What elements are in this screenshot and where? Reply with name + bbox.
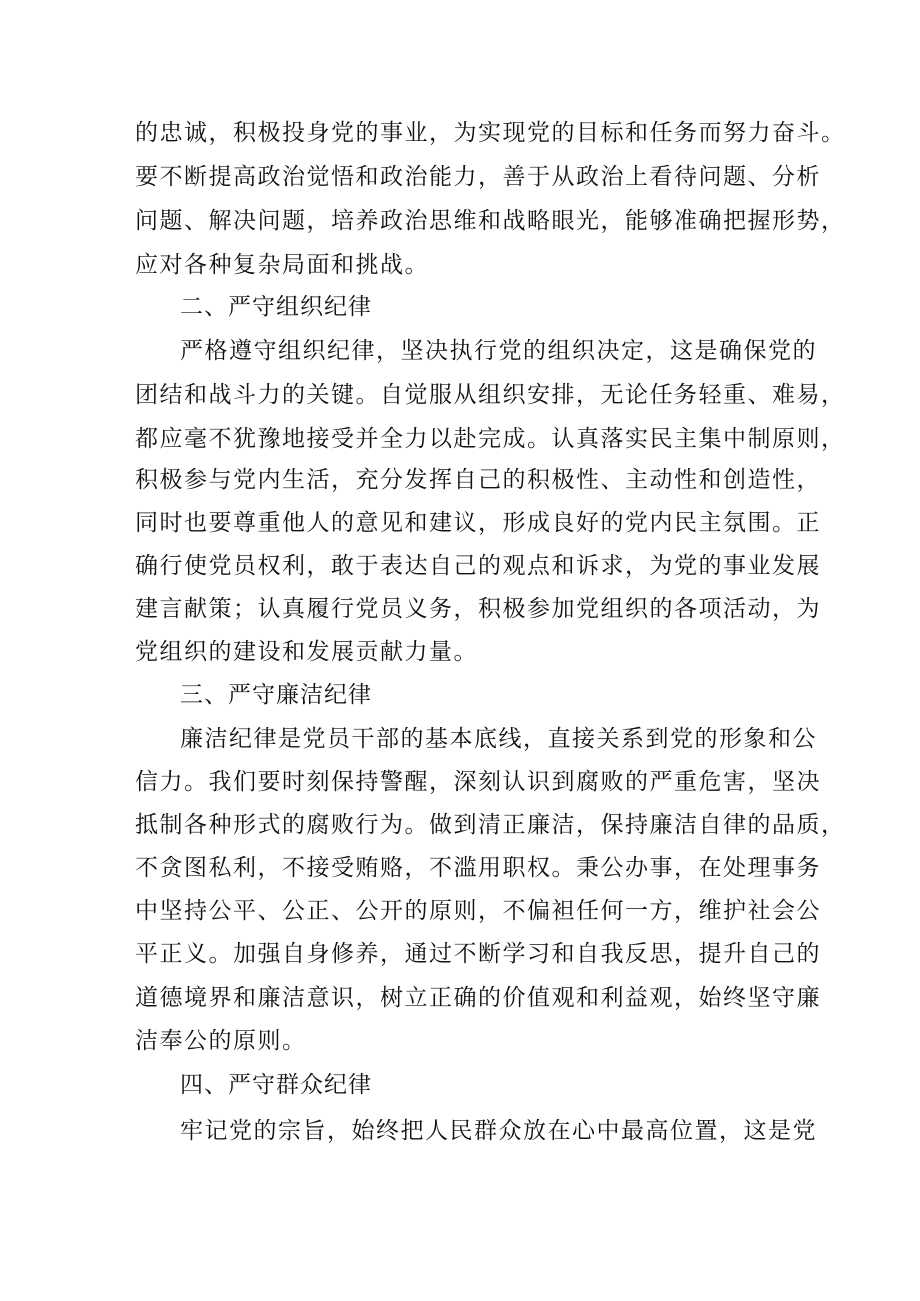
- body-text-line: 不贪图私利，不接受贿赂，不滥用职权。秉公办事，在处理事务: [135, 855, 821, 881]
- body-text-line: 党组织的建设和发展贡献力量。: [135, 639, 478, 665]
- body-text-line: 抵制各种形式的腐败行为。做到清正廉洁，保持廉洁自律的品质，: [135, 812, 846, 838]
- section-heading: 三、严守廉洁纪律: [180, 682, 372, 708]
- body-text-line: 应对各种复杂局面和挑战。: [135, 252, 429, 278]
- body-text-line: 都应毫不犹豫地接受并全力以赴完成。认真落实民主集中制原则，: [135, 426, 846, 452]
- body-text-line: 平正义。加强自身修养，通过不断学习和自我反思，提升自己的: [135, 941, 821, 967]
- body-text-line: 信力。我们要时刻保持警醒，深刻认识到腐败的严重危害，坚决: [135, 769, 821, 795]
- body-text-line: 牢记党的宗旨，始终把人民群众放在心中最高位置，这是党: [180, 1118, 817, 1144]
- body-text-line: 同时也要尊重他人的意见和建议，形成良好的党内民主氛围。正: [135, 510, 821, 536]
- body-text-line: 道德境界和廉洁意识，树立正确的价值观和利益观，始终坚守廉: [135, 985, 821, 1011]
- body-text-line: 建言献策；认真履行党员义务，积极参加党组织的各项活动，为: [135, 596, 821, 622]
- body-text-line: 严格遵守组织纪律，坚决执行党的组织决定，这是确保党的: [180, 338, 817, 364]
- body-text-line: 洁奉公的原则。: [135, 1028, 307, 1054]
- body-text-line: 团结和战斗力的关键。自觉服从组织安排，无论任务轻重、难易，: [135, 382, 846, 408]
- body-text-line: 廉洁纪律是党员干部的基本底线，直接关系到党的形象和公: [180, 726, 817, 752]
- section-heading: 四、严守群众纪律: [180, 1072, 372, 1098]
- section-heading: 二、严守组织纪律: [180, 294, 372, 320]
- body-text-line: 积极参与党内生活，充分发挥自己的积极性、主动性和创造性，: [135, 467, 821, 493]
- body-text-line: 问题、解决问题，培养政治思维和战略眼光，能够准确把握形势，: [135, 208, 846, 234]
- body-text-line: 要不断提高政治觉悟和政治能力，善于从政治上看待问题、分析: [135, 164, 821, 190]
- body-text-line: 中坚持公平、公正、公开的原则，不偏袒任何一方，维护社会公: [135, 898, 821, 924]
- body-text-line: 的忠诚，积极投身党的事业，为实现党的目标和任务而努力奋斗。: [135, 120, 846, 146]
- body-text-line: 确行使党员权利，敢于表达自己的观点和诉求，为党的事业发展: [135, 553, 821, 579]
